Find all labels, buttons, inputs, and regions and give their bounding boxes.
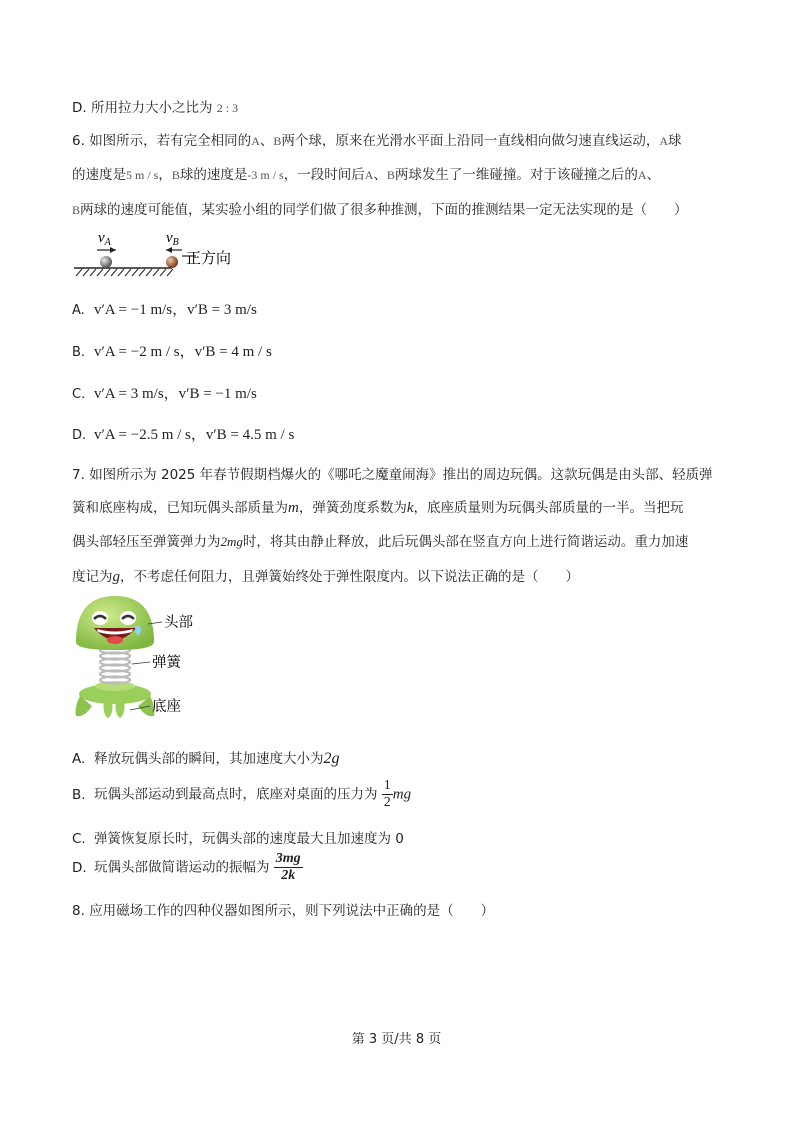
gravity-symbol: g [112, 569, 120, 585]
ball-b-label: B [72, 203, 81, 217]
head-label: 头部 [164, 615, 193, 631]
option-text: 玩偶头部做简谐运动的振幅为 [94, 859, 270, 876]
q8-stem [72, 899, 494, 919]
stem-text: 度记为 [72, 569, 113, 585]
base-label: 底座 [152, 699, 181, 715]
stem-text: 两球的速度可能值，某实验小组的同学们做了很多种推测，下面的推测结果一定无法实现的是（ ） [80, 202, 688, 218]
stem-text: ，弹簧劲度系数为 [298, 500, 407, 516]
ball-b-label: B [386, 168, 395, 182]
option-math: mg [392, 786, 412, 803]
velocity-a-label: $v_A$ [98, 230, 111, 248]
option-text: v′A = −1 m/s，v′B = 3 m/s [94, 302, 257, 318]
q6-option-b [72, 340, 272, 361]
stem-text: 两球发生了一维碰撞。对于该碰撞之后的 [394, 167, 638, 183]
toy-head [76, 596, 154, 650]
stem-text: 的速度是 [72, 167, 126, 183]
option-letter: C. [72, 831, 86, 847]
q7-toy-figure [70, 592, 220, 727]
stem-text: 球 [668, 133, 682, 149]
stem-text: 偶头部轻压至弹簧弹力为 [72, 534, 221, 550]
ball-a-label: A [364, 168, 374, 182]
separator: 、 [373, 167, 387, 183]
ball-b-label: B [171, 168, 180, 182]
question-number: 6. [72, 133, 85, 149]
stem-text: 时，将其由静止释放，此后玩偶头部在竖直方向上进行简谐运动。重力加速 [242, 534, 689, 550]
fraction [274, 852, 303, 883]
stem-text: ，不考虑任何阻力，且弹簧始终处于弹性限度内。以下说法正确的是（ ） [120, 569, 579, 585]
question-number: 7. [72, 467, 85, 483]
stem-text: 两个球，原来在光滑水平面上沿同一直线相向做匀速直线运动， [281, 133, 660, 149]
option-text: 弹簧恢复原长时，玩偶头部的速度最大且加速度为 0 [94, 831, 404, 847]
q7-stem-line4 [72, 565, 579, 586]
stem-text: 应用磁场工作的四种仪器如图所示，则下列说法中正确的是（ ） [89, 903, 495, 919]
fraction-denominator: 2 [383, 795, 391, 810]
q7-option-b [72, 779, 411, 810]
option-text: v′A = −2 m / s，v′B = 4 m / s [94, 344, 272, 360]
velocity-b-label: $v_B$ [166, 230, 179, 248]
fraction-numerator: 3mg [275, 851, 301, 866]
ratio-value: 2 : 3 [216, 101, 239, 115]
stem-text: ，一段时间后 [283, 167, 365, 183]
option-letter: D. [72, 100, 87, 116]
option-letter: D. [72, 859, 87, 876]
ball-a-label: A [659, 134, 669, 148]
stem-text: 簧和底座构成，已知玩偶头部质量为 [72, 500, 288, 516]
option-math: 2g [323, 750, 340, 767]
option-text: 所用拉力大小之比为 [90, 100, 213, 116]
ball-a-label: A [637, 168, 647, 182]
q6-option-d [72, 423, 294, 444]
spring-label: 弹簧 [152, 655, 181, 671]
toy-base [76, 681, 155, 718]
ball-a-label: A [251, 134, 260, 148]
option-text: 释放玩偶头部的瞬间，其加速度大小为 [94, 751, 324, 767]
q7-option-a [72, 747, 340, 768]
q6-option-c [72, 382, 257, 403]
q6-stem-line1 [72, 129, 682, 149]
stem-text: ， [158, 167, 172, 183]
separator: 、 [259, 133, 274, 149]
stem-text: 球的速度是 [179, 167, 248, 183]
ball-a [100, 256, 112, 268]
q7-option-c [72, 827, 404, 847]
option-letter: C. [72, 387, 86, 402]
velocity-a-arrowhead [110, 247, 116, 253]
velocity-b-arrowhead [166, 247, 172, 253]
q6-stem-line2 [72, 163, 660, 183]
stem-text: 如图所示，若有完全相同的 [89, 133, 252, 149]
toy-spring [100, 647, 130, 684]
q7-stem-line1 [72, 463, 713, 483]
q7-stem-line3 [72, 530, 688, 550]
ground-hatching [76, 269, 173, 276]
velocity-a: 5 m / s [126, 168, 159, 182]
option-letter: A. [72, 751, 86, 767]
q5-option-d [72, 96, 238, 116]
positive-direction-label: 正方向 [186, 249, 232, 267]
stem-text: ，底座质量则为玩偶头部质量的一半。当把玩 [413, 500, 684, 516]
q6-option-a [72, 298, 257, 319]
spring-constant-symbol: k [406, 500, 414, 516]
option-letter: D. [72, 428, 87, 443]
fraction-numerator: 1 [383, 778, 391, 793]
question-number: 8. [72, 903, 85, 919]
q6-stem-line3 [72, 198, 688, 218]
option-letter: B. [72, 786, 86, 803]
separator: 、 [646, 167, 661, 183]
ball-b-label: B [273, 134, 282, 148]
fraction [382, 779, 393, 810]
q7-stem-line2 [72, 496, 684, 517]
stem-text: 如图所示为 2025 年春节假期档爆火的《哪吒之魔童闹海》推出的周边玩偶。这款玩偶是由头部、轻质弹 [89, 467, 713, 483]
option-text: v′A = 3 m/s，v′B = −1 m/s [94, 386, 257, 402]
page-footer: 第 3 页/共 8 页 [351, 1032, 442, 1047]
option-letter: A. [72, 303, 85, 318]
option-letter: B. [72, 345, 86, 360]
force-value: 2mg [220, 534, 243, 549]
ball-b [166, 256, 178, 268]
q6-collision-figure [72, 226, 262, 278]
q7-option-d [72, 852, 303, 883]
option-text: 玩偶头部运动到最高点时，底座对桌面的压力为 [94, 786, 378, 803]
fraction-denominator: 2k [281, 868, 296, 883]
velocity-b: -3 m / s [247, 168, 284, 182]
option-text: v′A = −2.5 m / s，v′B = 4.5 m / s [94, 427, 295, 443]
mass-symbol: m [288, 500, 299, 516]
